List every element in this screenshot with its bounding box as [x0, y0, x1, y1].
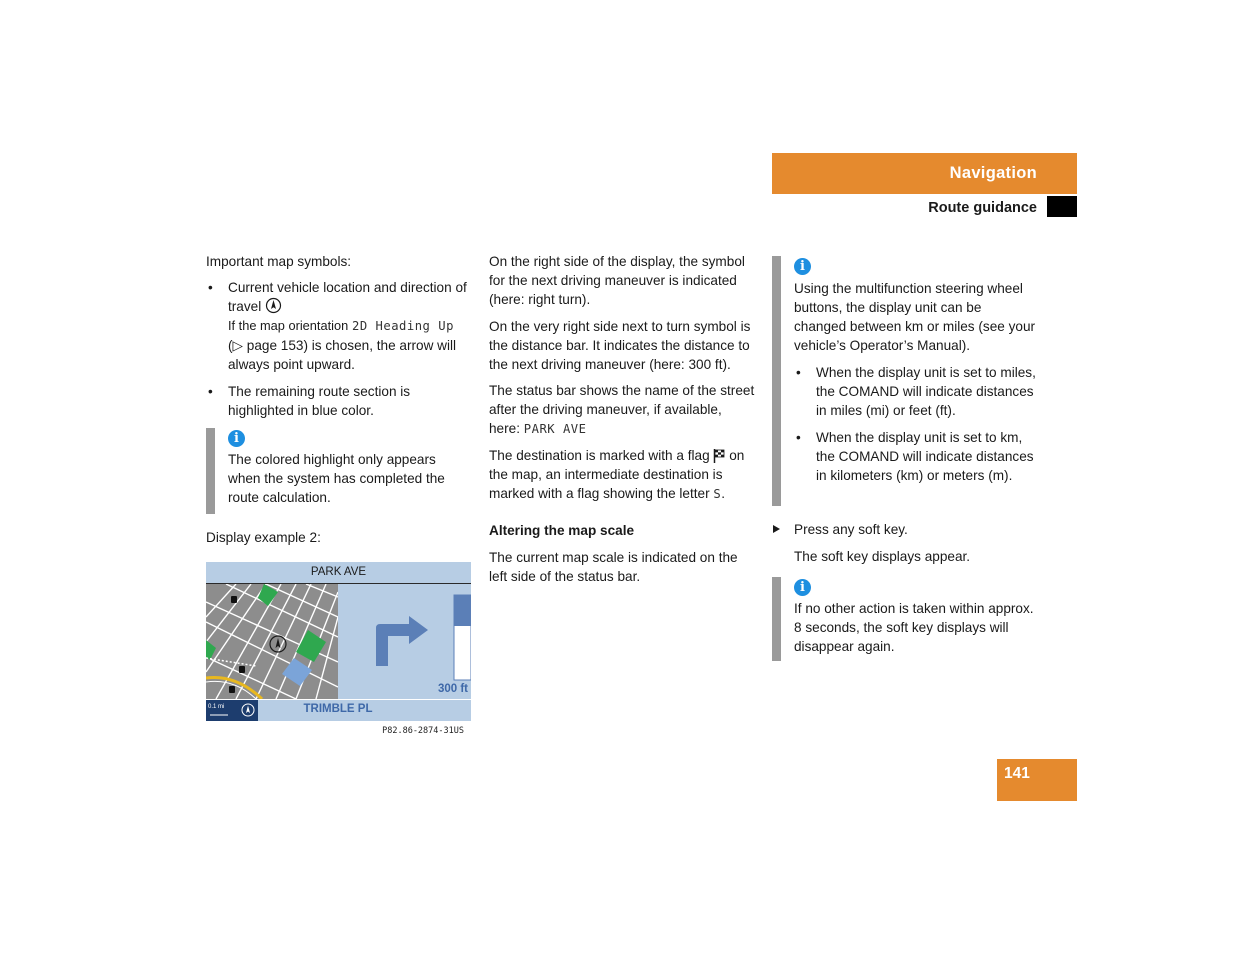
note-bar	[772, 256, 781, 506]
instruction-item	[772, 520, 1037, 539]
note-text: If no other action is taken within approx. 8 seconds, the soft key displays will disappear again.	[794, 601, 1034, 654]
paragraph-text: on the map, an intermediate destination is marked with a flag showing the letter	[489, 448, 745, 501]
vehicle-position-icon	[265, 297, 282, 314]
bullet-text: When the display unit is set to km, the COMAND will indicate distances in kilometers (km) or meters (m).	[816, 430, 1034, 483]
thumb-tab	[1047, 196, 1077, 217]
paragraph: On the very right side next to turn symbol is the distance bar. It indicates the distance to the next driving maneuver (here: 300 ft).	[489, 319, 751, 372]
bullet-icon: •	[796, 430, 801, 445]
list-item	[206, 382, 471, 420]
instruction-text: Press any soft key.	[794, 522, 908, 537]
page-number-box	[997, 759, 1077, 801]
paragraph-text: The destination is marked with a flag	[489, 448, 710, 463]
paragraph: On the right side of the display, the symbol for the next driving maneuver is indicated (here: right turn).	[489, 254, 745, 307]
destination-flag-icon	[713, 449, 725, 463]
column-middle	[489, 252, 755, 586]
bullet-text: When the display unit is set to miles, the COMAND will indicate distances in miles (mi) or feet (ft).	[816, 365, 1036, 418]
info-note	[772, 256, 1037, 506]
note-text: The colored highlight only appears when the system has completed the route calculation.	[228, 452, 445, 505]
action-arrow-icon	[773, 525, 780, 533]
map-view	[206, 584, 338, 699]
section-header-bar	[772, 153, 1077, 194]
menu-term: 2D Heading Up	[352, 319, 454, 333]
note-bar	[772, 577, 781, 661]
info-icon: i	[794, 258, 811, 275]
note-bar	[206, 428, 215, 514]
list-item	[794, 363, 1037, 420]
bullet-text-orientation: If the map orientation	[228, 318, 349, 333]
navigation-display	[206, 562, 471, 721]
page-number: 141	[1004, 765, 1030, 782]
result-text: The soft key displays appear.	[794, 549, 971, 564]
bullet-text: Current vehicle location and direction of travel	[228, 280, 467, 314]
section-title: Navigation	[949, 164, 1037, 182]
list-item	[206, 278, 471, 374]
list-item	[794, 428, 1037, 485]
distance-label: 300 ft	[437, 683, 468, 695]
section-heading: Altering the map scale	[489, 523, 635, 538]
paragraph-text: The status bar shows the name of the street after the driving maneuver, if available, here:	[489, 383, 755, 436]
bullet-icon: •	[208, 280, 213, 295]
bullet-icon: •	[796, 365, 801, 380]
action-step	[772, 520, 1037, 566]
bullet-icon: •	[208, 384, 213, 399]
intro-text: Important map symbols:	[206, 254, 352, 269]
display-example-label: Display example 2:	[206, 530, 321, 545]
display-screenshot	[206, 562, 471, 721]
paragraph	[489, 446, 755, 504]
scale-label: 0.1 mi	[208, 704, 225, 710]
note-text: Using the multifunction steering wheel buttons, the display unit can be changed between km or miles (see your vehicle’s Operator’s Manual).	[794, 281, 1036, 353]
next-street-label: PARK AVE	[310, 566, 367, 578]
street-term: PARK AVE	[523, 422, 587, 436]
info-icon: i	[794, 579, 811, 596]
status-street-label: TRIMBLE PL	[303, 703, 373, 715]
figure-code: P82.86-2874-31US	[382, 726, 464, 736]
bullet-text-rest: (▷ page 153) is chosen, the arrow will always point upward.	[228, 338, 457, 372]
letter-term: S	[713, 487, 722, 501]
column-left	[206, 252, 471, 420]
paragraph	[489, 381, 755, 439]
info-note	[206, 428, 471, 514]
info-note	[772, 577, 1037, 661]
info-icon: i	[228, 430, 245, 447]
period: .	[721, 486, 726, 501]
subsection-title: Route guidance	[928, 200, 1037, 216]
paragraph: The current map scale is indicated on the left side of the status bar.	[489, 550, 738, 584]
bullet-text: The remaining route section is highlighted in blue color.	[228, 384, 411, 418]
